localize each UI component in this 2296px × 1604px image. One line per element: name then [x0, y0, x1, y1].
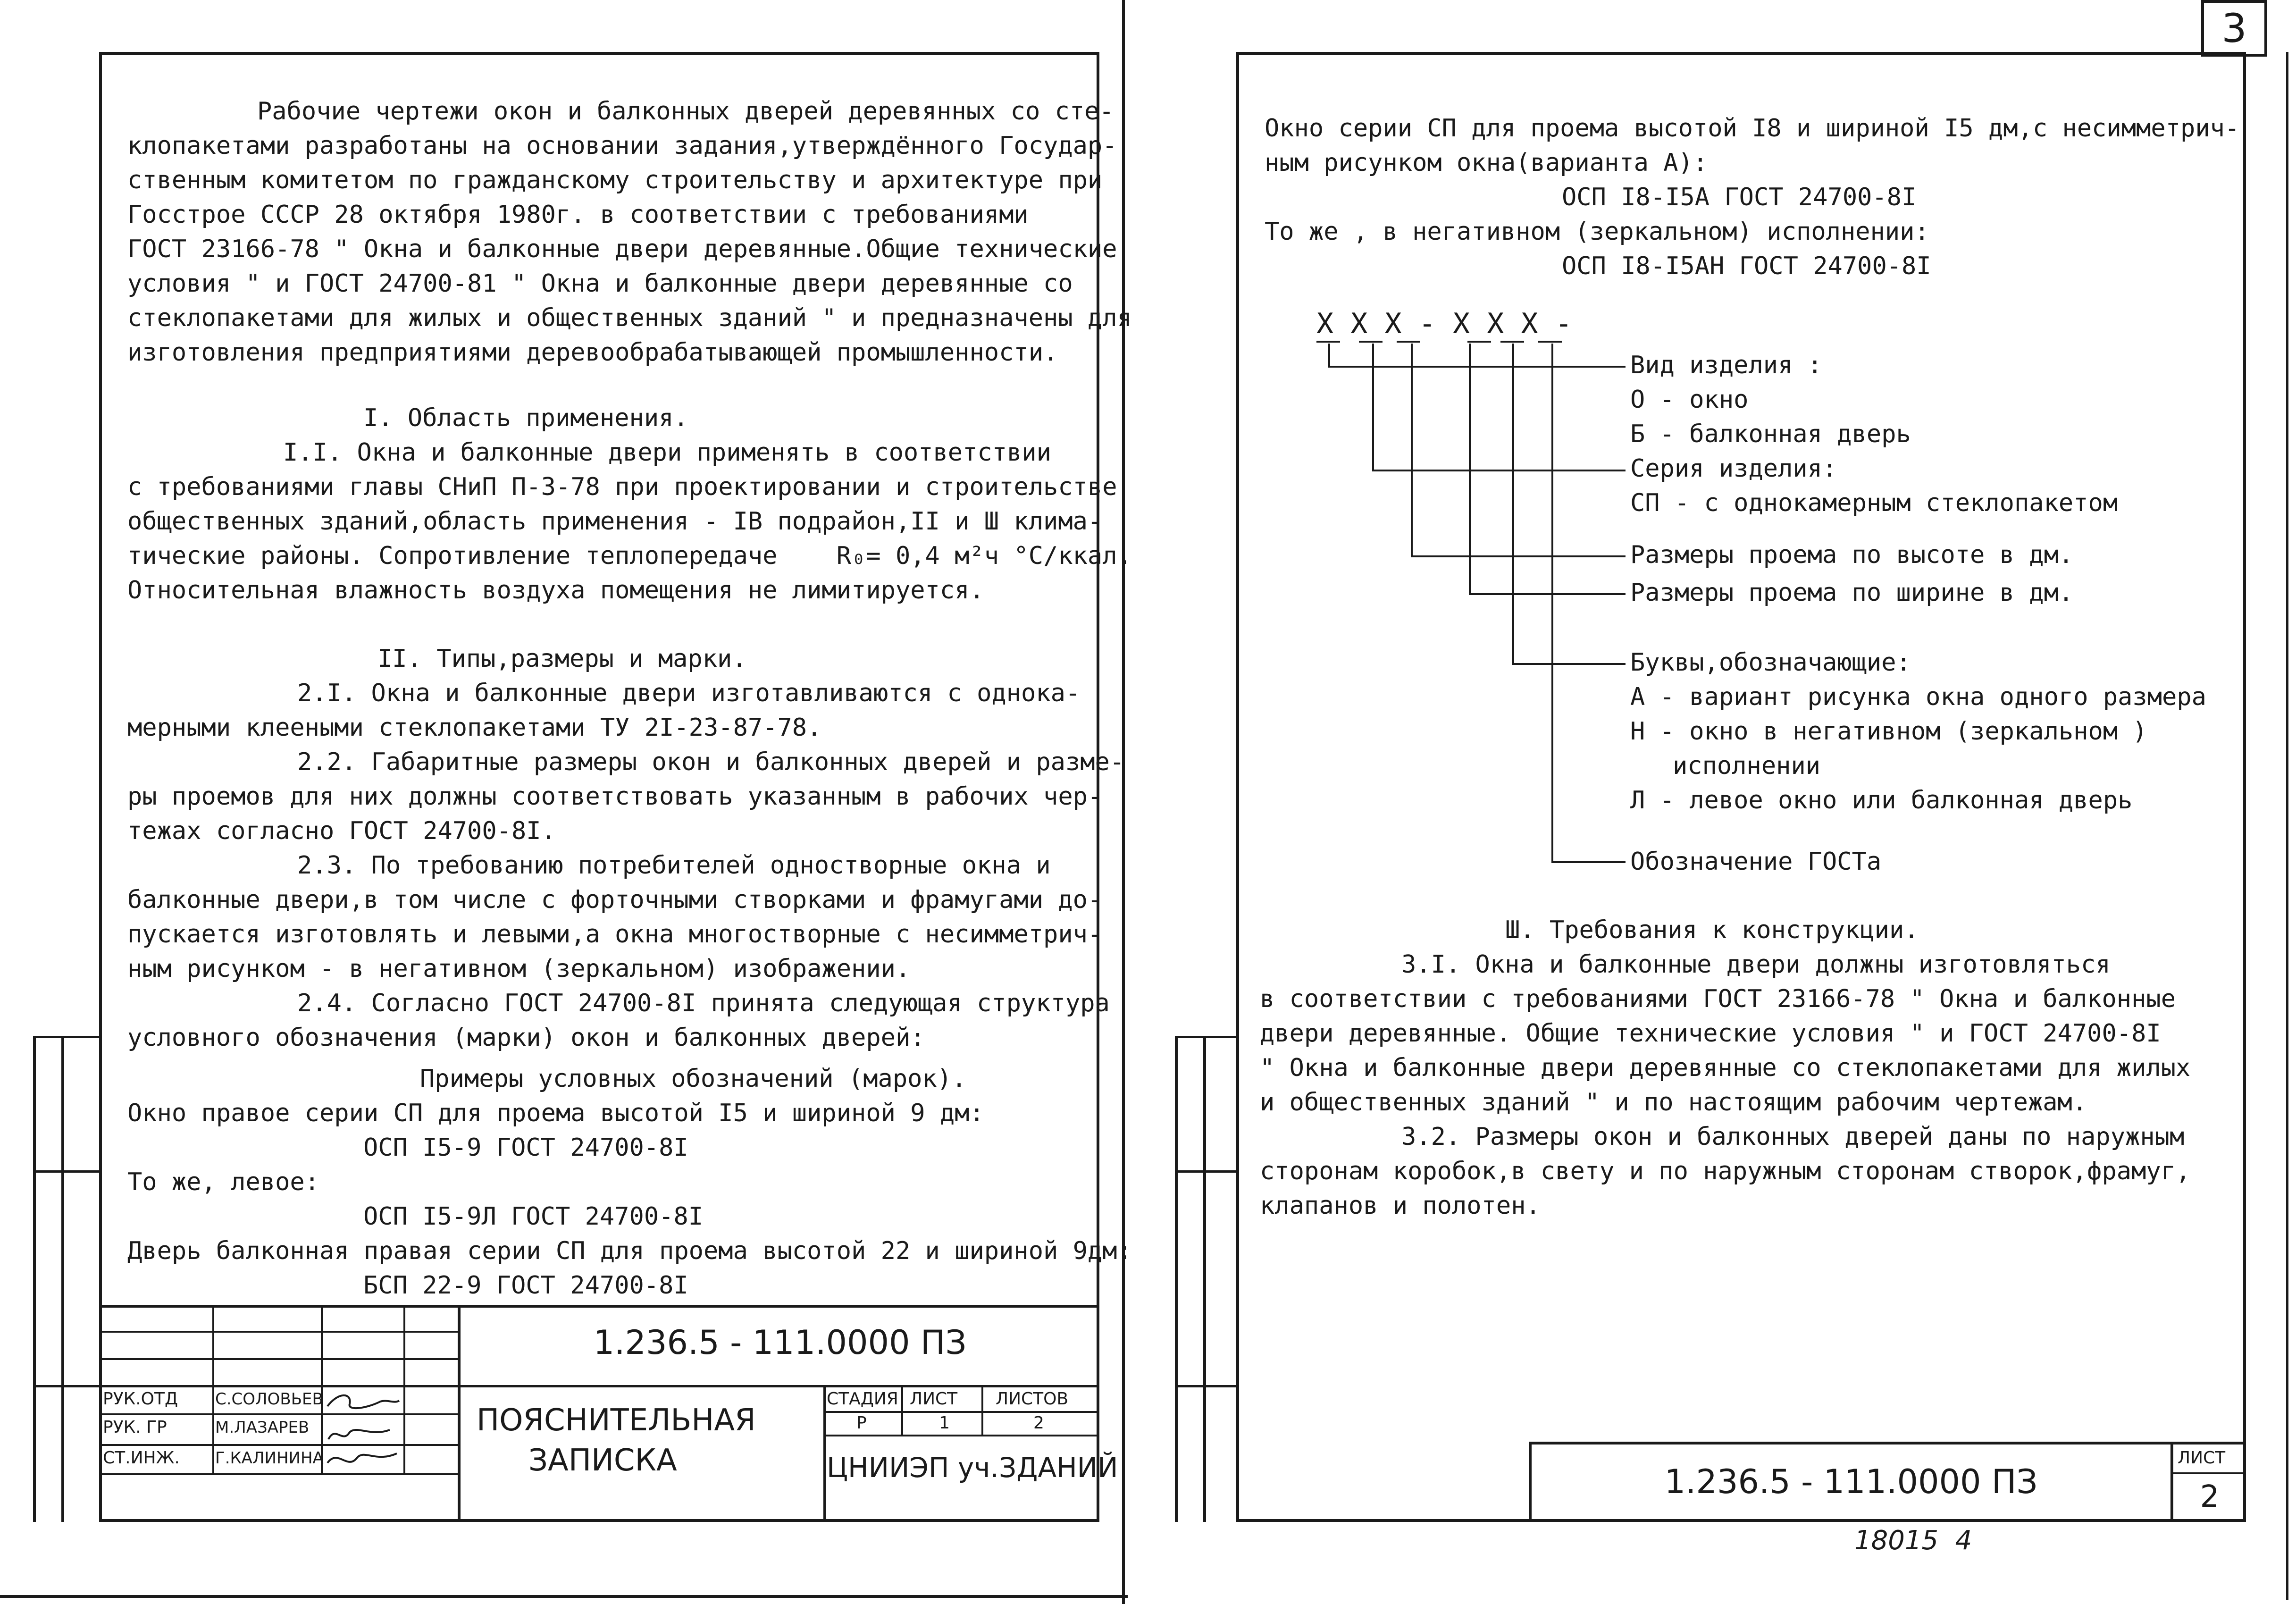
signature-role-1: РУК.ОТД — [103, 1389, 178, 1409]
left-binding-strip — [33, 1036, 36, 1522]
signature-role-2: РУК. ГР — [103, 1418, 167, 1437]
section3-title: Ш. Требования к конструкции. — [1505, 916, 1919, 944]
right-sheet-label: ЛИСТ — [2178, 1448, 2226, 1468]
section1-title: I. Область применения. — [363, 404, 688, 432]
stage-value: Р — [856, 1413, 867, 1433]
right-binding-strip — [1175, 1036, 1178, 1522]
signature-name-1: С.СОЛОВЬЕВ — [215, 1390, 323, 1409]
sheets-value: 2 — [1033, 1413, 1044, 1433]
stage-header: СТАДИЯ — [827, 1389, 898, 1409]
signature-name-2: М.ЛАЗАРЕВ — [215, 1418, 310, 1437]
right-sheet-number: 2 — [2200, 1479, 2220, 1514]
scheme-code: Х Х Х - Х Х Х - — [1316, 307, 1572, 340]
left-doc-title-1: ПОЯСНИТЕЛЬНАЯ — [477, 1403, 756, 1438]
page-bottom-rule — [0, 1595, 1128, 1598]
sheet-value: 1 — [939, 1413, 950, 1433]
signature-name-3: Г.КАЛИНИНА — [215, 1449, 324, 1468]
section2-title: II. Типы,размеры и марки. — [377, 645, 747, 673]
right-edge-line — [2286, 52, 2288, 1600]
archive-number: 18015 4 — [1854, 1525, 1972, 1556]
corner-page-number: 3 — [2221, 5, 2247, 51]
sheets-header: ЛИСТОВ — [996, 1389, 1069, 1409]
left-doc-code: 1.236.5 - 111.0000 ПЗ — [593, 1323, 967, 1362]
left-doc-title-2: ЗАПИСКА — [528, 1443, 677, 1478]
examples-title: Примеры условных обозначений (марок). — [420, 1065, 967, 1093]
organization-name: ЦНИИЭП уч.ЗДАНИЙ — [827, 1452, 1118, 1484]
handwritten-signatures — [324, 1387, 402, 1472]
sheet-header: ЛИСТ — [910, 1389, 958, 1409]
center-fold-line — [1122, 0, 1125, 1604]
signature-role-3: СТ.ИНЖ. — [103, 1448, 180, 1468]
right-doc-code: 1.236.5 - 111.0000 ПЗ — [1664, 1462, 2038, 1501]
